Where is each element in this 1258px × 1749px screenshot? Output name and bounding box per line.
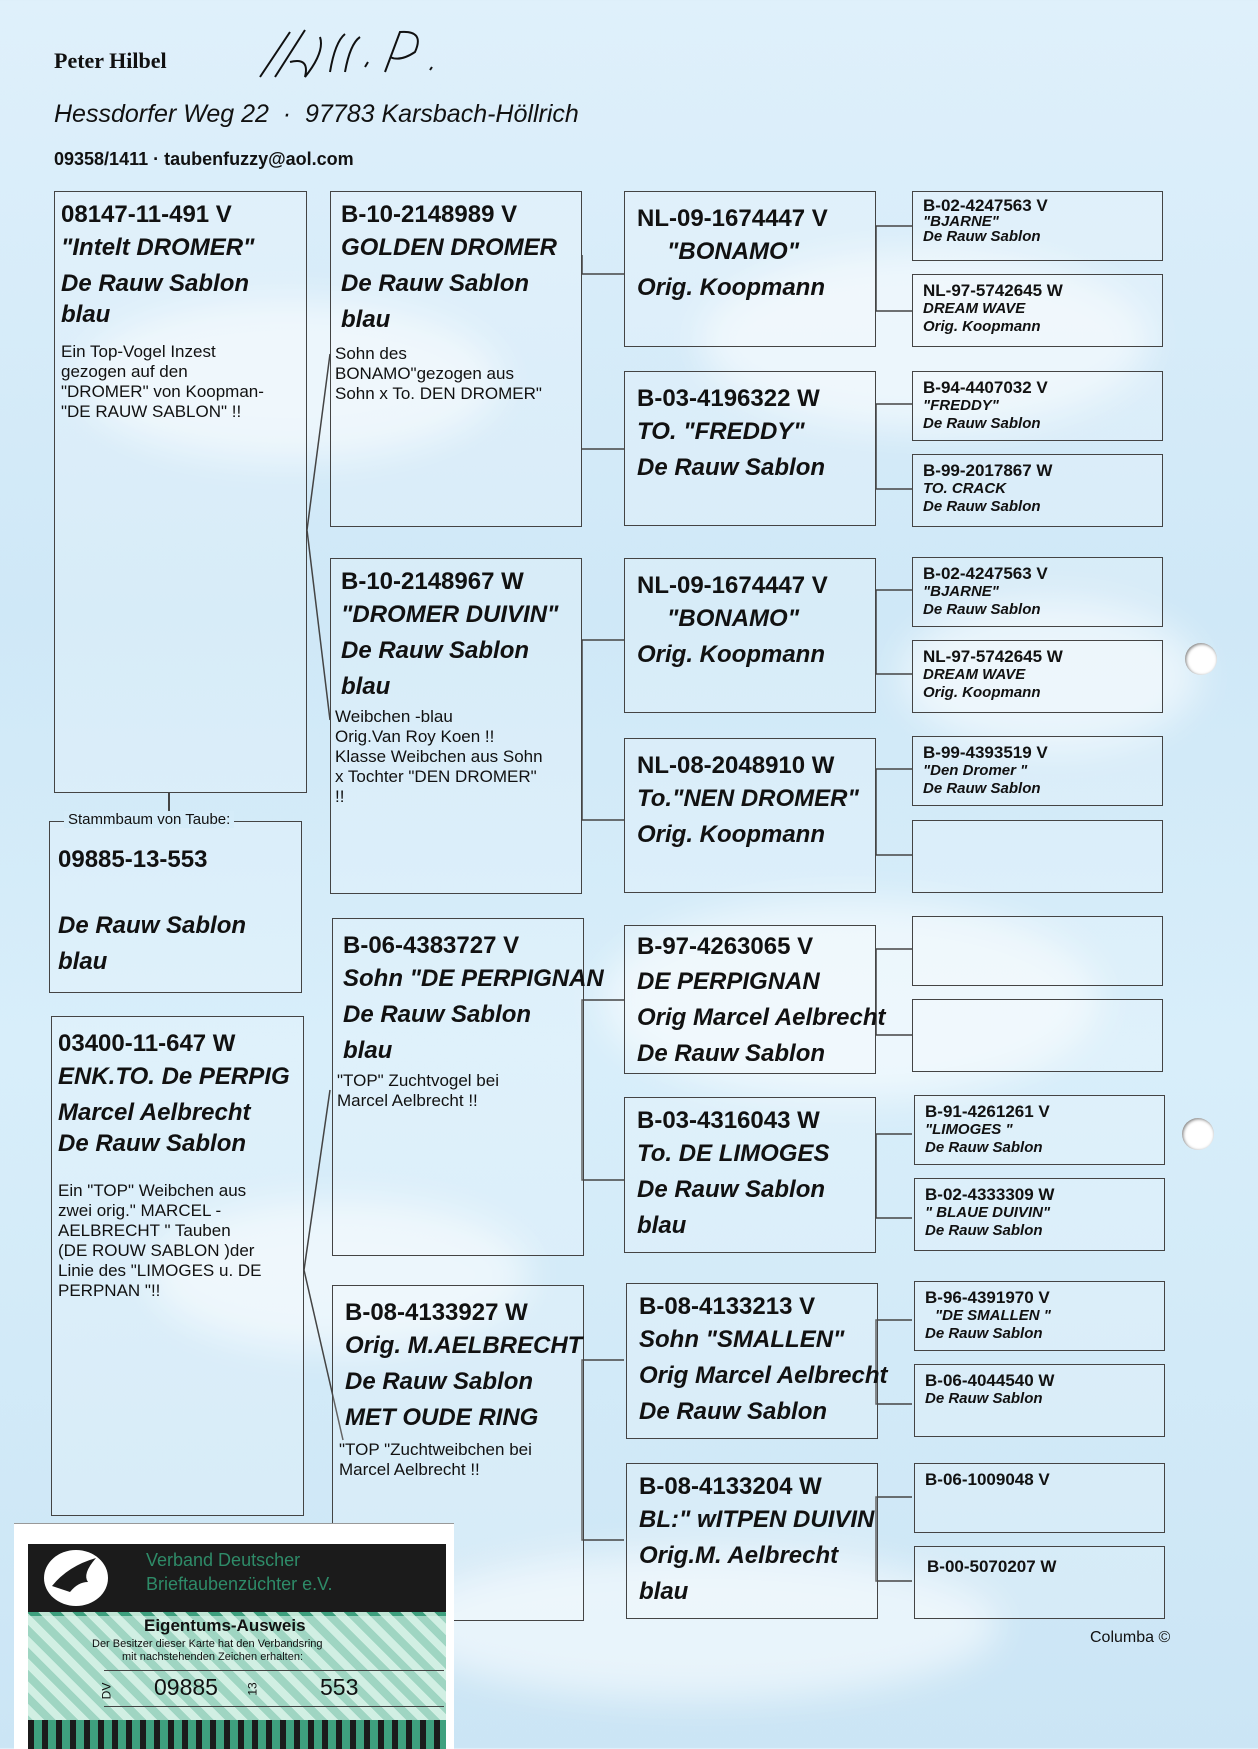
card-org-line1: Verband Deutscher bbox=[146, 1550, 301, 1570]
gen4-box: B-96-4391970 V "DE SMALLEN " De Rauw Sablon bbox=[914, 1281, 1165, 1351]
great-grandparent-box: NL-09-1674447 V "BONAMO" Orig. Koopmann bbox=[624, 558, 876, 713]
gen4-box: NL-97-5742645 W DREAM WAVE Orig. Koopmann bbox=[912, 274, 1163, 347]
gen4-box: B-99-2017867 W TO. CRACK De Rauw Sablon bbox=[912, 454, 1163, 527]
subject-label: Stammbaum von Taube: bbox=[64, 811, 234, 828]
card-title: Eigentums-Ausweis bbox=[144, 1616, 306, 1635]
grandparent-box: B-10-2148989 V GOLDEN DROMER De Rauw Sablon blau Sohn des BONAMO"gezogen aus Sohn x To. DEN DROMER" bbox=[330, 191, 582, 527]
great-grandparent-box: B-03-4316043 W To. DE LIMOGES De Rauw Sablon blau bbox=[624, 1097, 876, 1253]
punch-hole bbox=[1185, 643, 1217, 675]
dam-line1: Marcel Aelbrecht bbox=[58, 1099, 251, 1126]
great-grandparent-box: NL-09-1674447 V "BONAMO" Orig. Koopmann bbox=[624, 191, 876, 347]
dam-line2: De Rauw Sablon bbox=[58, 1130, 247, 1157]
card-org-line2: Brieftaubenzüchter e.V. bbox=[146, 1574, 333, 1594]
card-serial: 553 bbox=[320, 1674, 359, 1700]
gen4-box: B-02-4247563 V "BJARNE" De Rauw Sablon bbox=[912, 191, 1163, 261]
gen4-box: B-00-5070207 W bbox=[914, 1546, 1165, 1619]
footer-brand: Columba © bbox=[1090, 1629, 1171, 1646]
ownership-card bbox=[14, 1523, 454, 1749]
gen4-box: B-99-4393519 V "Den Dromer " De Rauw Sablon bbox=[912, 736, 1163, 806]
gen4-box: B-94-4407032 V "FREDDY" De Rauw Sablon bbox=[912, 371, 1163, 441]
card-year: 13 bbox=[245, 1682, 260, 1696]
gen4-box bbox=[912, 999, 1163, 1072]
owner-contact: 09358/1411 · taubenfuzzy@aol.com bbox=[54, 149, 354, 169]
gen4-box: B-91-4261261 V "LIMOGES " De Rauw Sablon bbox=[914, 1095, 1165, 1165]
gen4-box bbox=[912, 916, 1163, 986]
gen4-box: B-06-1009048 V bbox=[914, 1463, 1165, 1533]
dam-ring: 03400-11-647 W bbox=[58, 1030, 236, 1057]
great-grandparent-box: NL-08-2048910 W To."NEN DROMER" Orig. Koopmann bbox=[624, 738, 876, 893]
grandparent-box: B-06-4383727 V Sohn "DE PERPIGNAN De Rauw Sablon blau "TOP" Zuchtvogel bei Marcel Aelbrecht !! bbox=[332, 918, 584, 1256]
grandparent-box: B-10-2148967 W "DROMER DUIVIN" De Rauw Sablon blau Weibchen -blau Orig.Van Roy Koen !! Klasse Weibchen aus Sohn x Tochter "DEN DROMER" !! bbox=[330, 558, 582, 894]
sire-name: "Intelt DROMER" bbox=[61, 234, 255, 261]
punch-hole bbox=[1182, 1118, 1214, 1150]
owner-name: Peter Hilbel bbox=[54, 48, 167, 73]
great-grandparent-box: B-97-4263065 V DE PERPIGNAN Orig Marcel Aelbrecht De Rauw Sablon bbox=[624, 925, 876, 1074]
sire-line1: De Rauw Sablon bbox=[61, 270, 250, 297]
dam-name: ENK.TO. De PERPIG bbox=[58, 1063, 290, 1090]
great-grandparent-box: B-03-4196322 W TO. "FREDDY" De Rauw Sablon bbox=[624, 371, 876, 526]
gen4-box: B-02-4333309 W " BLAUE DUIVIN" De Rauw Sablon bbox=[914, 1178, 1165, 1251]
sire-note: Ein Top-Vogel Inzest gezogen auf den "DROMER" von Koopman- "DE RAUW SABLON" !! bbox=[61, 342, 264, 421]
dam-note: Ein "TOP" Weibchen aus zwei orig." MARCEL - AELBRECHT " Tauben (DE ROUW SABLON )der Linie des "LIMOGES u. DE PERPNAN "!! bbox=[58, 1181, 262, 1300]
subject-line2: blau bbox=[58, 948, 108, 975]
grandparent-box: B-08-4133927 W Orig. M.AELBRECHT De Rauw Sablon MET OUDE RING "TOP "Zuchtweibchen bei Marcel Aelbrecht !! bbox=[332, 1285, 584, 1621]
card-number: 09885 bbox=[154, 1674, 218, 1700]
card-text2: mit nachstehenden Zeichen erhalten: bbox=[122, 1651, 304, 1663]
subject-line1: De Rauw Sablon bbox=[58, 912, 247, 939]
great-grandparent-box: B-08-4133213 V Sohn "SMALLEN" Orig Marcel Aelbrecht De Rauw Sablon bbox=[626, 1283, 878, 1439]
subject-ring: 09885-13-553 bbox=[58, 846, 208, 873]
owner-address: Hessdorfer Weg 22 · 97783 Karsbach-Höllrich bbox=[54, 100, 579, 128]
gen4-box: B-06-4044540 W De Rauw Sablon bbox=[914, 1364, 1165, 1437]
sire-line2: blau bbox=[61, 301, 111, 328]
pigeon-logo-icon bbox=[38, 1546, 116, 1610]
sire-ring: 08147-11-491 V bbox=[61, 201, 232, 228]
gen4-box bbox=[912, 820, 1163, 893]
gen4-box: NL-97-5742645 W DREAM WAVE Orig. Koopmann bbox=[912, 640, 1163, 713]
card-text1: Der Besitzer dieser Karte hat den Verbandsring bbox=[92, 1638, 323, 1650]
card-prefix: DV bbox=[99, 1682, 114, 1700]
great-grandparent-box: B-08-4133204 W BL:" wITPEN DUIVIN Orig.M. Aelbrecht blau bbox=[626, 1463, 878, 1619]
gen4-box: B-02-4247563 V "BJARNE" De Rauw Sablon bbox=[912, 557, 1163, 627]
